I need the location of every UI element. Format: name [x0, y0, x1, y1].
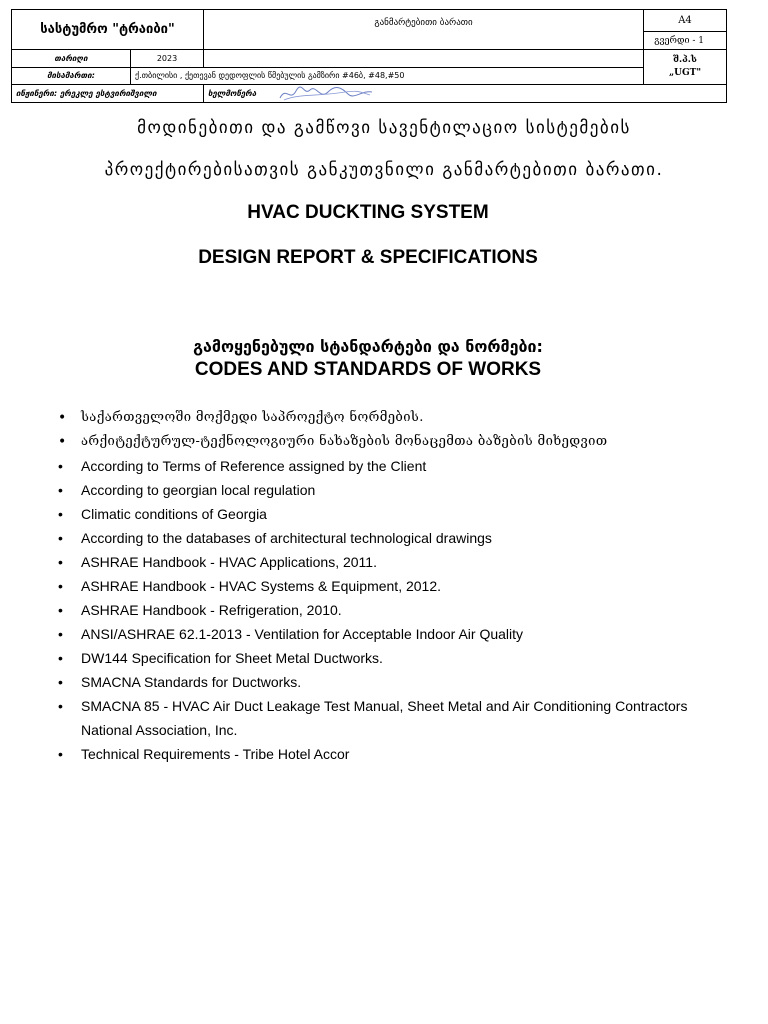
company-line1: შ.პ.ს — [673, 55, 697, 66]
list-item: • Technical Requirements - Tribe Hotel Accor — [58, 742, 718, 766]
list-item: • ASHRAE Handbook - HVAC Applications, 2011. — [58, 550, 718, 574]
list-item: • ASHRAE Handbook - HVAC Systems & Equipment, 2012. — [58, 574, 718, 598]
hotel-name: სასტუმრო "ტრაიბი" — [12, 10, 204, 50]
company-line2: „UGT" — [668, 68, 702, 79]
standards-heading-georgian: გამოყენებული სტანდარტები და ნორმები: — [193, 337, 543, 356]
paper-size: A4 — [644, 10, 727, 32]
list-item: • SMACNA Standards for Ductworks. — [58, 670, 718, 694]
title-georgian-line1: მოდინებითი და გამწოვი სავენტილაციო სისტემების — [137, 118, 631, 138]
company-cell — [644, 50, 727, 84]
standards-list — [58, 406, 718, 766]
address-value: ქ.თბილისი , ქეთევან დედოფლის წმებულის გამზირი #46ბ, #48,#50 — [131, 67, 644, 84]
title-georgian-line2: პროექტირებისათვის განკუთვნილი განმარტებითი ბარათი. — [104, 160, 664, 180]
signature-scribble — [278, 82, 374, 104]
document-type: განმარტებითი ბარათი — [204, 10, 644, 50]
list-item: • According to the databases of architectural technological drawings — [58, 526, 718, 550]
list-item: • საქართველოში მოქმედი საპროექტო ნორმების. — [58, 406, 718, 430]
list-item: • SMACNA 85 - HVAC Air Duct Leakage Test Manual, Sheet Metal and Air Conditioning Contractors National Association, Inc. — [58, 694, 718, 742]
date-value: 2023 — [131, 50, 204, 67]
list-item: • ANSI/ASHRAE 62.1-2013 - Ventilation for Acceptable Indoor Air Quality — [58, 622, 718, 646]
signature-label: ხელმოწერა — [204, 84, 727, 102]
list-item: • According to Terms of Reference assigned by the Client — [58, 454, 718, 478]
page-number: გვერდი - 1 — [644, 32, 727, 50]
empty-cell — [204, 50, 644, 67]
engineer-name: ინჟინერი: ერეკლე ესტვირიშვილი — [12, 84, 204, 102]
list-item: • DW144 Specification for Sheet Metal Ductworks. — [58, 646, 718, 670]
list-item: • არქიტექტურულ-ტექნოლოგიური ნახაზების მონაცემთა ბაზების მიხედვით — [58, 430, 718, 454]
date-label: თარიღი — [12, 50, 131, 67]
address-label: მისამართი: — [12, 67, 131, 84]
title-design-report: DESIGN REPORT & SPECIFICATIONS — [198, 247, 538, 268]
list-item: • According to georgian local regulation — [58, 478, 718, 502]
list-item: • Climatic conditions of Georgia — [58, 502, 718, 526]
list-item: • ASHRAE Handbook - Refrigeration, 2010. — [58, 598, 718, 622]
title-hvac: HVAC DUCKTING SYSTEM — [247, 202, 489, 223]
standards-heading-english: CODES AND STANDARDS OF WORKS — [194, 359, 542, 380]
